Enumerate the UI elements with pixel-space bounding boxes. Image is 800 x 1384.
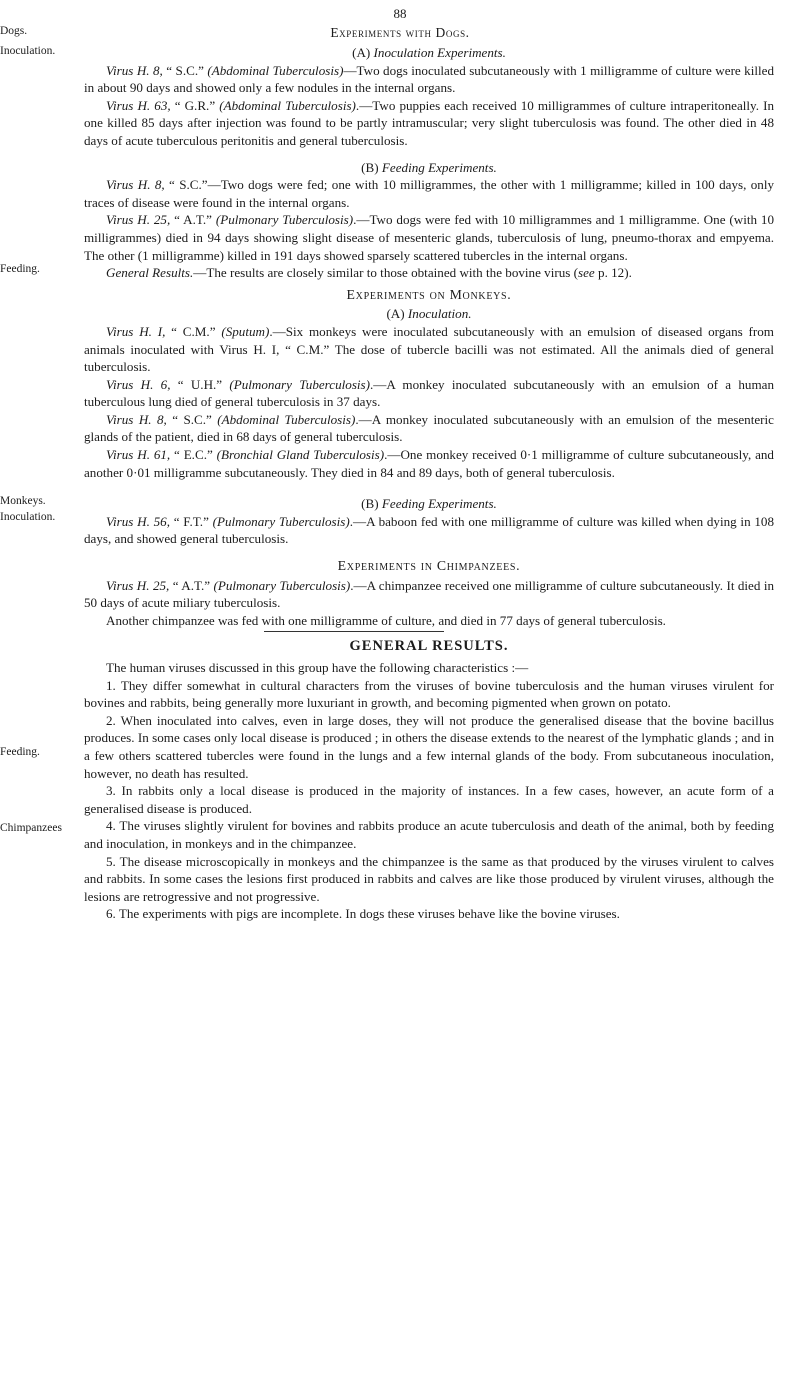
- chimpanzees-paragraph: Another chimpanzee was fed with one milligramme of culture, and died in 77 days of general tuberculosis.: [106, 612, 666, 628]
- section-divider: [264, 631, 444, 632]
- margin-note-monkeys: Monkeys.: [0, 495, 46, 507]
- monkeys-inoculation-paragraph: Virus H. I, “ C.M.” (Sputum).—Six monkeys were inoculated subcutaneously with an emulsion of diseased organs from animals inoculated with Virus H. I, “ C.M.” The dose of tubercle bacilli was not estimated. All the animals died of general tuberculosis.: [84, 323, 774, 375]
- margin-note-monkeys-inoculation: Inoculation.: [0, 511, 56, 523]
- margin-note-dogs-inoculation: Inoculation.: [0, 45, 56, 57]
- general-results-title: GENERAL RESULTS.: [349, 638, 509, 655]
- running-head-text: Experiments with Dogs.: [330, 25, 470, 40]
- monkeys-section-title: Experiments on Monkeys.: [346, 286, 512, 302]
- dogs-inoculation-paragraph: Virus H. 63, “ G.R.” (Abdominal Tuberculosis).—Two puppies each received 10 milligrammes of culture intraperitoneally. In one killed 85 days after injection was found to be partly intramuscular; very slight tuberculosis was found. The other died in 48 days of acute tuberculous peritonitis and general tuberculosis.: [84, 97, 774, 148]
- general-results-item: 1. They differ somewhat in cultural characters from the viruses of bovine tuberculosis and the human viruses virulent for bovines and rabbits, being generally more luxuriant in growth, and becoming pigmented when grown on potato.: [84, 677, 774, 711]
- dogs-general-results: General Results.—The results are closely similar to those obtained with the bovine virus (see p. 12).: [106, 265, 632, 281]
- monkeys-feeding-heading: (B) Feeding Experiments.: [361, 496, 497, 512]
- monkeys-feeding-paragraph: Virus H. 56, “ F.T.” (Pulmonary Tuberculosis).—A baboon fed with one milligramme of culture was killed when dying in 108 days, and showed general tuberculosis.: [84, 513, 774, 547]
- general-results-item: 2. When inoculated into calves, even in large doses, they will not produce the generalised disease that the bovine bacillus produces. In some cases only local disease is produced ; in others the disease extends to the nearest of the lymphatic glands ; and in a few others scattered tubercles were found in the lungs and a few internal glands of the body. From subcutaneous inoculation, however, no death has resulted.: [84, 712, 774, 781]
- dogs-feeding-paragraph: Virus H. 8, “ S.C.”—Two dogs were fed; one with 10 milligrammes, the other with 1 milligramme; killed in 100 days, only traces of disease were found in the internal organs.: [84, 177, 775, 210]
- monkeys-inoculation-heading: (A) Inoculation.: [386, 306, 472, 322]
- dogs-feeding-heading: (B) Feeding Experiments.: [361, 159, 497, 175]
- dogs-inoculation-heading: (A) Inoculation Experiments.: [352, 45, 506, 60]
- running-head: [0, 24, 800, 42]
- chimpanzees-section-title: Experiments in Chimpanzees.: [337, 558, 521, 574]
- page-number: 88: [393, 6, 407, 21]
- margin-note-chimpanzees: Chimpanzees: [0, 822, 62, 834]
- dogs-inoculation-paragraph: Virus H. 8, “ S.C.” (Abdominal Tuberculosis)—Two dogs inoculated subcutaneously with 1 milligramme of culture were killed in about 90 days and showed only a few nodules in the internal organs.: [84, 62, 775, 96]
- general-results-item: 4. The viruses slightly virulent for bovines and rabbits produce an acute tuberculosis and death of the animal, both by feeding and inoculation, in monkeys and in the chimpanzee.: [84, 818, 774, 851]
- body-column: [84, 44, 774, 923]
- chimpanzees-paragraph: Virus H. 25, “ A.T.” (Pulmonary Tuberculosis).—A chimpanzee received one milligramme of culture subcutaneously. It died in 50 days of acute miliary tuberculosis.: [84, 577, 775, 611]
- margin-note-monkeys-feeding: Feeding.: [0, 746, 40, 758]
- monkeys-inoculation-paragraph: Virus H. 8, “ S.C.” (Abdominal Tuberculosis).—A monkey inoculated subcutaneously with an emulsion of the mesenteric glands of the patient, died in 68 days of general tuberculosis.: [84, 411, 774, 445]
- monkeys-inoculation-paragraph: Virus H. 61, “ E.C.” (Bronchial Gland Tuberculosis).—One monkey received 0·1 milligramme of culture subcutaneously, and another 0·01 milligramme subcutaneously. They died in 84 and 89 days, both of general tuberculosis.: [84, 447, 774, 480]
- margin-note-dogs: Dogs.: [0, 25, 28, 37]
- general-results-list: [84, 677, 774, 923]
- general-results-intro: The human viruses discussed in this group have the following characteristics :—: [106, 660, 529, 675]
- general-results-item: 3. In rabbits only a local disease is produced in the majority of instances. In a few cases, however, an acute form of a generalised disease is produced.: [84, 783, 774, 816]
- dogs-feeding-paragraph: Virus H. 25, “ A.T.” (Pulmonary Tuberculosis).—Two dogs were fed with 10 milligrammes and 1 milligramme. One (with 10 milligrammes) died in 94 days showing slight disease of mesenteric glands, tuberculosis of lung, pneumo-thorax and empyema. The other (1 milligramme) killed in 191 days showed sparsely scattered tubercles in the internal organs.: [84, 212, 774, 263]
- monkeys-inoculation-paragraph: Virus H. 6, “ U.H.” (Pulmonary Tuberculosis).—A monkey inoculated subcutaneously with an emulsion of a human tuberculous lung died of general tuberculosis in 37 days.: [84, 376, 774, 410]
- general-results-item: 5. The disease microscopically in monkeys and the chimpanzee is the same as that produced by the viruses virulent to calves and rabbits. In some cases the lesions first produced in rabbits and calves are like those produced by virulent viruses, although the lesions are retrogressive and not progressive.: [84, 853, 774, 904]
- margin-note-dogs-feeding: Feeding.: [0, 263, 40, 275]
- general-results-item: 6. The experiments with pigs are incomplete. In dogs these viruses behave like the bovine viruses.: [106, 906, 620, 922]
